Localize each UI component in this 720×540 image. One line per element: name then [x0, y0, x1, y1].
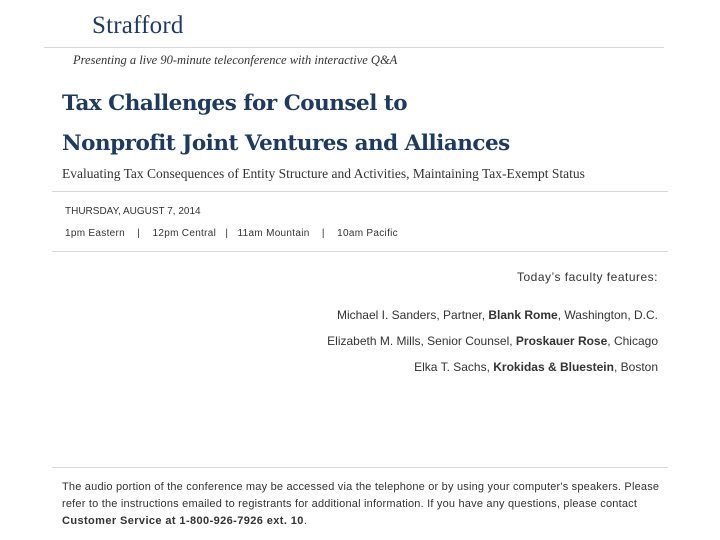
tagline: Presenting a live 90-minute teleconference with interactive Q&A [73, 53, 398, 67]
header-divider [44, 47, 664, 48]
faculty-member [327, 302, 658, 328]
faculty-heading: Today’s faculty features: [516, 270, 658, 284]
strafford-logo: Strafford [92, 12, 184, 39]
faculty-name-role: Elka T. Sachs, [414, 360, 494, 374]
page-title [62, 84, 510, 164]
footer-end: . [303, 515, 308, 527]
footer-divider [52, 467, 668, 468]
footer-text: The audio portion of the conference may be accessed via the telephone or by using your computer's speakers. Please refer to the instructions emailed to registrants for additional information. If you have any questions, please contact [62, 481, 660, 510]
subtitle: Evaluating Tax Consequences of Entity Structure and Activities, Maintaining Tax-Exempt Status [62, 166, 585, 181]
divider-upper [52, 191, 668, 192]
faculty-section [327, 270, 658, 380]
title-line-1: Tax Challenges for Counsel to [62, 91, 408, 116]
event-times: 1pm Eastern | 12pm Central | 11am Mountain | 10am Pacific [65, 228, 398, 239]
faculty-name-role: Michael I. Sanders, Partner, [336, 308, 489, 322]
faculty-location: , Boston [613, 360, 658, 374]
event-date: THURSDAY, AUGUST 7, 2014 [65, 206, 201, 217]
footer-note [62, 479, 662, 530]
faculty-firm: Proskauer Rose [515, 334, 608, 348]
faculty-name-role: Elizabeth M. Mills, Senior Counsel, [327, 334, 516, 348]
customer-service-contact: Customer Service at 1-800-926-7926 ext. 10 [62, 515, 304, 527]
faculty-location: , Washington, D.C. [557, 308, 658, 322]
faculty-location: , Chicago [607, 334, 658, 348]
title-line-2: Nonprofit Joint Ventures and Alliances [62, 131, 510, 156]
faculty-firm: Blank Rome [488, 308, 558, 322]
faculty-member [327, 328, 658, 354]
divider-lower [52, 251, 668, 252]
faculty-firm: Krokidas & Bluestein [493, 360, 614, 374]
faculty-member [327, 354, 658, 380]
